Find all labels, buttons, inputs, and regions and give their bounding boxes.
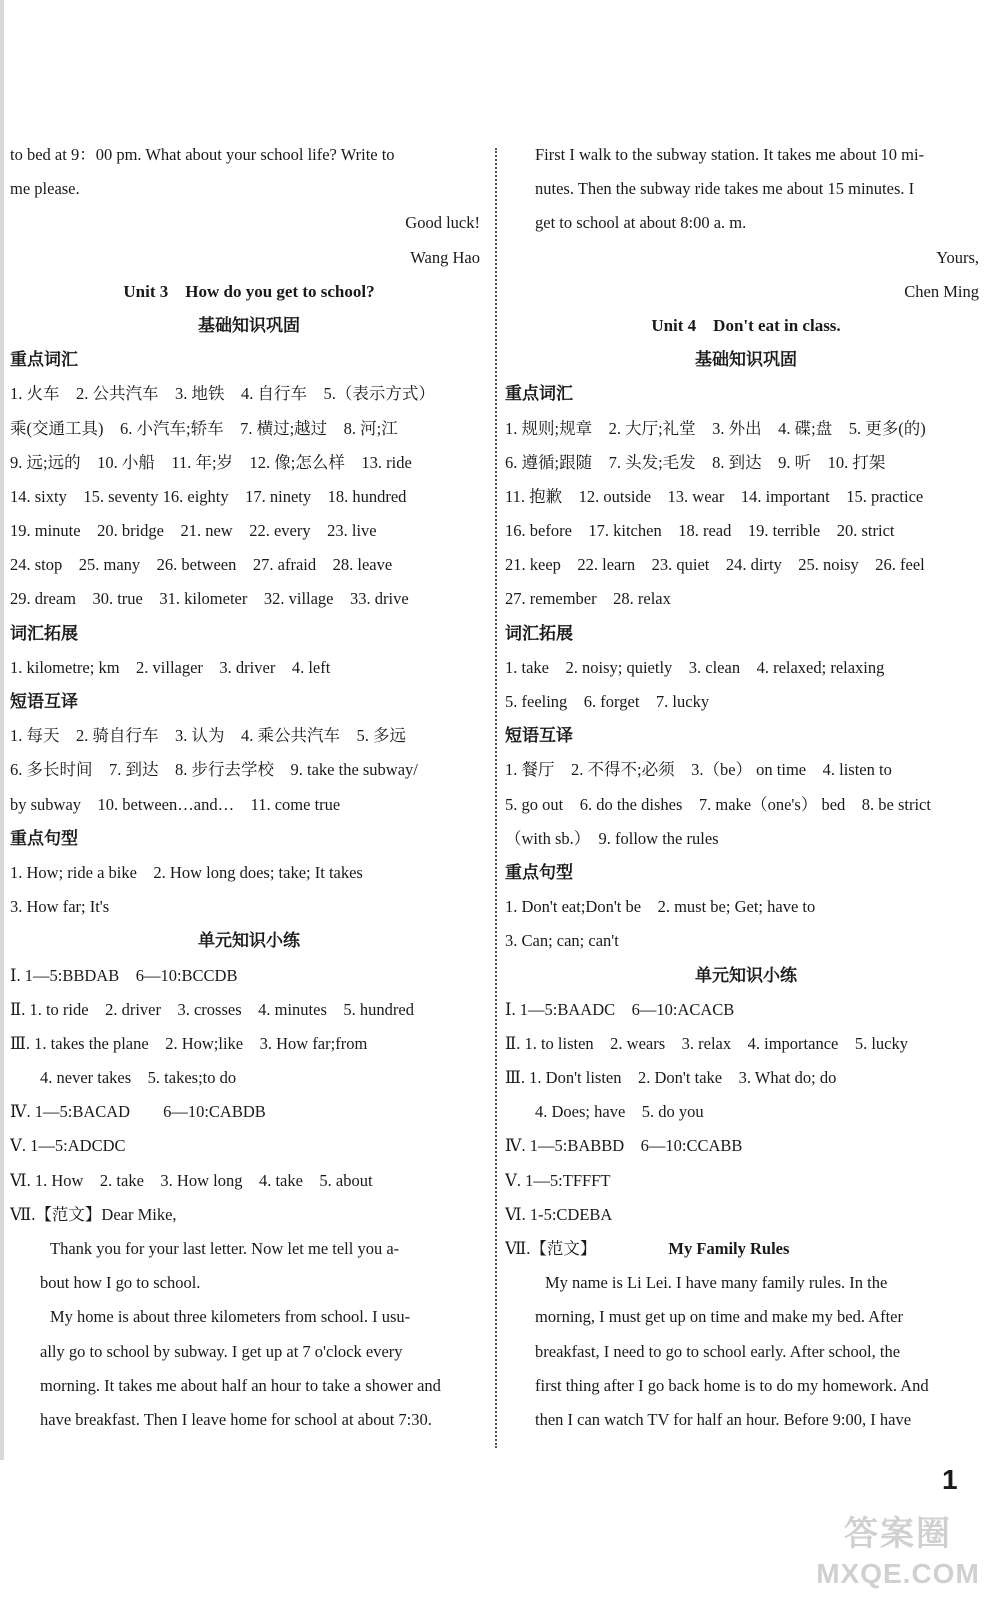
text-line: Ⅵ. 1. How 2. take 3. How long 4. take 5. about (10, 1170, 373, 1190)
text-line: Ⅳ. 1—5:BACAD 6—10:CABDB (10, 1102, 266, 1122)
text-line: 1. 每天 2. 骑自行车 3. 认为 4. 乘公共汽车 5. 多远 (10, 726, 406, 746)
text-line: 4. never takes 5. takes;to do (40, 1068, 237, 1088)
text-line: 24. stop 25. many 26. between 27. afraid 28. leave (10, 555, 393, 575)
text-line: 19. minute 20. bridge 21. new 22. every 23. live (10, 521, 377, 541)
text-line: Ⅶ.【范文】Dear Mike, (10, 1204, 177, 1224)
text-line: 9. 远;远的 10. 小船 11. 年;岁 12. 像;怎么样 13. ride (10, 452, 412, 472)
right-column (505, 138, 987, 1437)
text-line: 1. kilometre; km 2. villager 3. driver 4. left (10, 657, 331, 677)
watermark-top-text: 答案圈 (844, 1515, 952, 1553)
section-heading: 短语互译 (10, 692, 78, 712)
text-line: Thank you for your last letter. Now let me tell you a- (50, 1239, 400, 1258)
text-line: then I can watch TV for half an hour. Before 9:00, I have (535, 1409, 912, 1429)
section-heading: 重点词汇 (10, 350, 78, 371)
text-line: bout how I go to school. (40, 1273, 201, 1293)
essay-label: Ⅶ.【范文】 (505, 1239, 597, 1258)
text-line: Ⅲ. 1. Don't listen 2. Don't take 3. What do; do (505, 1068, 837, 1088)
section-heading: 重点句型 (10, 828, 78, 849)
text-line: me please. (10, 179, 80, 199)
text-line: 3. How far; It's (10, 897, 110, 917)
text-line: 1. How; ride a bike 2. How long does; take; It takes (10, 862, 363, 882)
essay-title: My Family Rules (668, 1239, 790, 1258)
section-title: 基础知识巩固 (198, 315, 300, 336)
text-line: 6. 多长时间 7. 到达 8. 步行去学校 9. take the subway/ (10, 760, 418, 780)
text-line: to bed at 9：00 pm. What about your school life? Write to (10, 145, 395, 164)
section-heading: 重点句型 (505, 862, 573, 883)
text-line: Ⅰ. 1—5:BBDAB 6—10:BCCDB (10, 965, 238, 985)
text-line: 1. 火车 2. 公共汽车 3. 地铁 4. 自行车 5.（表示方式） (10, 384, 435, 404)
text-line: have breakfast. Then I leave home for school at about 7:30. (40, 1409, 432, 1429)
text-line: 1. 餐厅 2. 不得不;必须 3.（be） on time 4. listen to (505, 760, 892, 780)
text-line: Ⅰ. 1—5:BAADC 6—10:ACACB (505, 999, 735, 1019)
text-line: Ⅳ. 1—5:BABBD 6—10:CCABB (505, 1136, 743, 1156)
section-heading: 重点词汇 (505, 384, 573, 405)
left-column (10, 138, 488, 1437)
text-line: 乘(交通工具) 6. 小汽车;轿车 7. 横过;越过 8. 河;江 (10, 418, 398, 438)
text-line: 6. 遵循;跟随 7. 头发;毛发 8. 到达 9. 听 10. 打架 (505, 452, 886, 472)
text-line: My name is Li Lei. I have many family rules. In the (545, 1273, 888, 1293)
section-title: 单元知识小练 (695, 965, 797, 986)
text-line: ally go to school by subway. I get up at 7 o'clock every (40, 1341, 403, 1361)
unit-title: Unit 3 How do you get to school? (123, 281, 375, 301)
text-line: Ⅲ. 1. takes the plane 2. How;like 3. How far;from (10, 1033, 368, 1053)
text-line: 5. go out 6. do the dishes 7. make（one's） bed 8. be strict (505, 794, 931, 814)
essay-heading (505, 1232, 987, 1266)
text-line: Ⅵ. 1-5:CDEBA (505, 1204, 613, 1224)
text-line: My home is about three kilometers from school. I usu- (50, 1307, 411, 1327)
text-line: Ⅴ. 1—5:TFFFT (505, 1170, 611, 1190)
page-edge (0, 0, 4, 1460)
text-line: 3. Can; can; can't (505, 931, 619, 951)
text-line: 5. feeling 6. forget 7. lucky (505, 692, 710, 711)
text-line: 1. Don't eat;Don't be 2. must be; Get; have to (505, 897, 816, 917)
text-line: Ⅴ. 1—5:ADCDC (10, 1136, 126, 1156)
text-line: 16. before 17. kitchen 18. read 19. terrible 20. strict (505, 521, 895, 541)
text-line: nutes. Then the subway ride takes me about 15 minutes. I (535, 179, 915, 199)
text-line: Ⅱ. 1. to listen 2. wears 3. relax 4. importance 5. lucky (505, 1033, 909, 1053)
text-line: 27. remember 28. relax (505, 589, 671, 609)
text-line: 29. dream 30. true 31. kilometer 32. village 33. drive (10, 589, 409, 609)
unit-title: Unit 4 Don't eat in class. (651, 315, 841, 335)
text-line: 21. keep 22. learn 23. quiet 24. dirty 25. noisy 26. feel (505, 555, 925, 575)
column-divider (495, 148, 497, 1448)
text-line: morning. It takes me about half an hour to take a shower and (40, 1375, 441, 1395)
text-line: by subway 10. between…and… 11. come true (10, 794, 341, 814)
section-heading: 词汇拓展 (10, 623, 78, 644)
section-heading: 短语互译 (505, 726, 573, 747)
text-line: 4. Does; have 5. do you (535, 1102, 704, 1122)
text-line: 1. 规则;规章 2. 大厅;礼堂 3. 外出 4. 碟;盘 5. 更多(的) (505, 418, 926, 438)
text-line: Yours, (936, 247, 979, 267)
page-number: 1 (942, 1464, 958, 1495)
text-line: （with sb.） 9. follow the rules (505, 828, 719, 848)
section-title: 基础知识巩固 (695, 350, 797, 371)
watermark-logo (808, 1512, 988, 1596)
text-line: Good luck! (405, 213, 480, 233)
section-heading: 词汇拓展 (505, 623, 573, 644)
text-line: get to school at about 8:00 a. m. (535, 213, 747, 233)
text-line: first thing after I go back home is to do my homework. And (535, 1375, 929, 1395)
text-line: breakfast, I need to go to school early. After school, the (535, 1341, 901, 1361)
text-line: Wang Hao (410, 247, 480, 267)
text-line: 11. 抱歉 12. outside 13. wear 14. important 15. practice (505, 486, 924, 506)
text-line: morning, I must get up on time and make my bed. After (535, 1307, 903, 1327)
section-title: 单元知识小练 (198, 931, 300, 952)
watermark-bottom-text: MXQE.COM (816, 1558, 980, 1589)
text-line: 14. sixty 15. seventy 16. eighty 17. ninety 18. hundred (10, 486, 407, 506)
text-line: Ⅱ. 1. to ride 2. driver 3. crosses 4. minutes 5. hundred (10, 999, 414, 1019)
text-line: 1. take 2. noisy; quietly 3. clean 4. relaxed; relaxing (505, 657, 885, 677)
text-line: Chen Ming (904, 281, 979, 301)
text-line: First I walk to the subway station. It takes me about 10 mi- (535, 145, 925, 164)
